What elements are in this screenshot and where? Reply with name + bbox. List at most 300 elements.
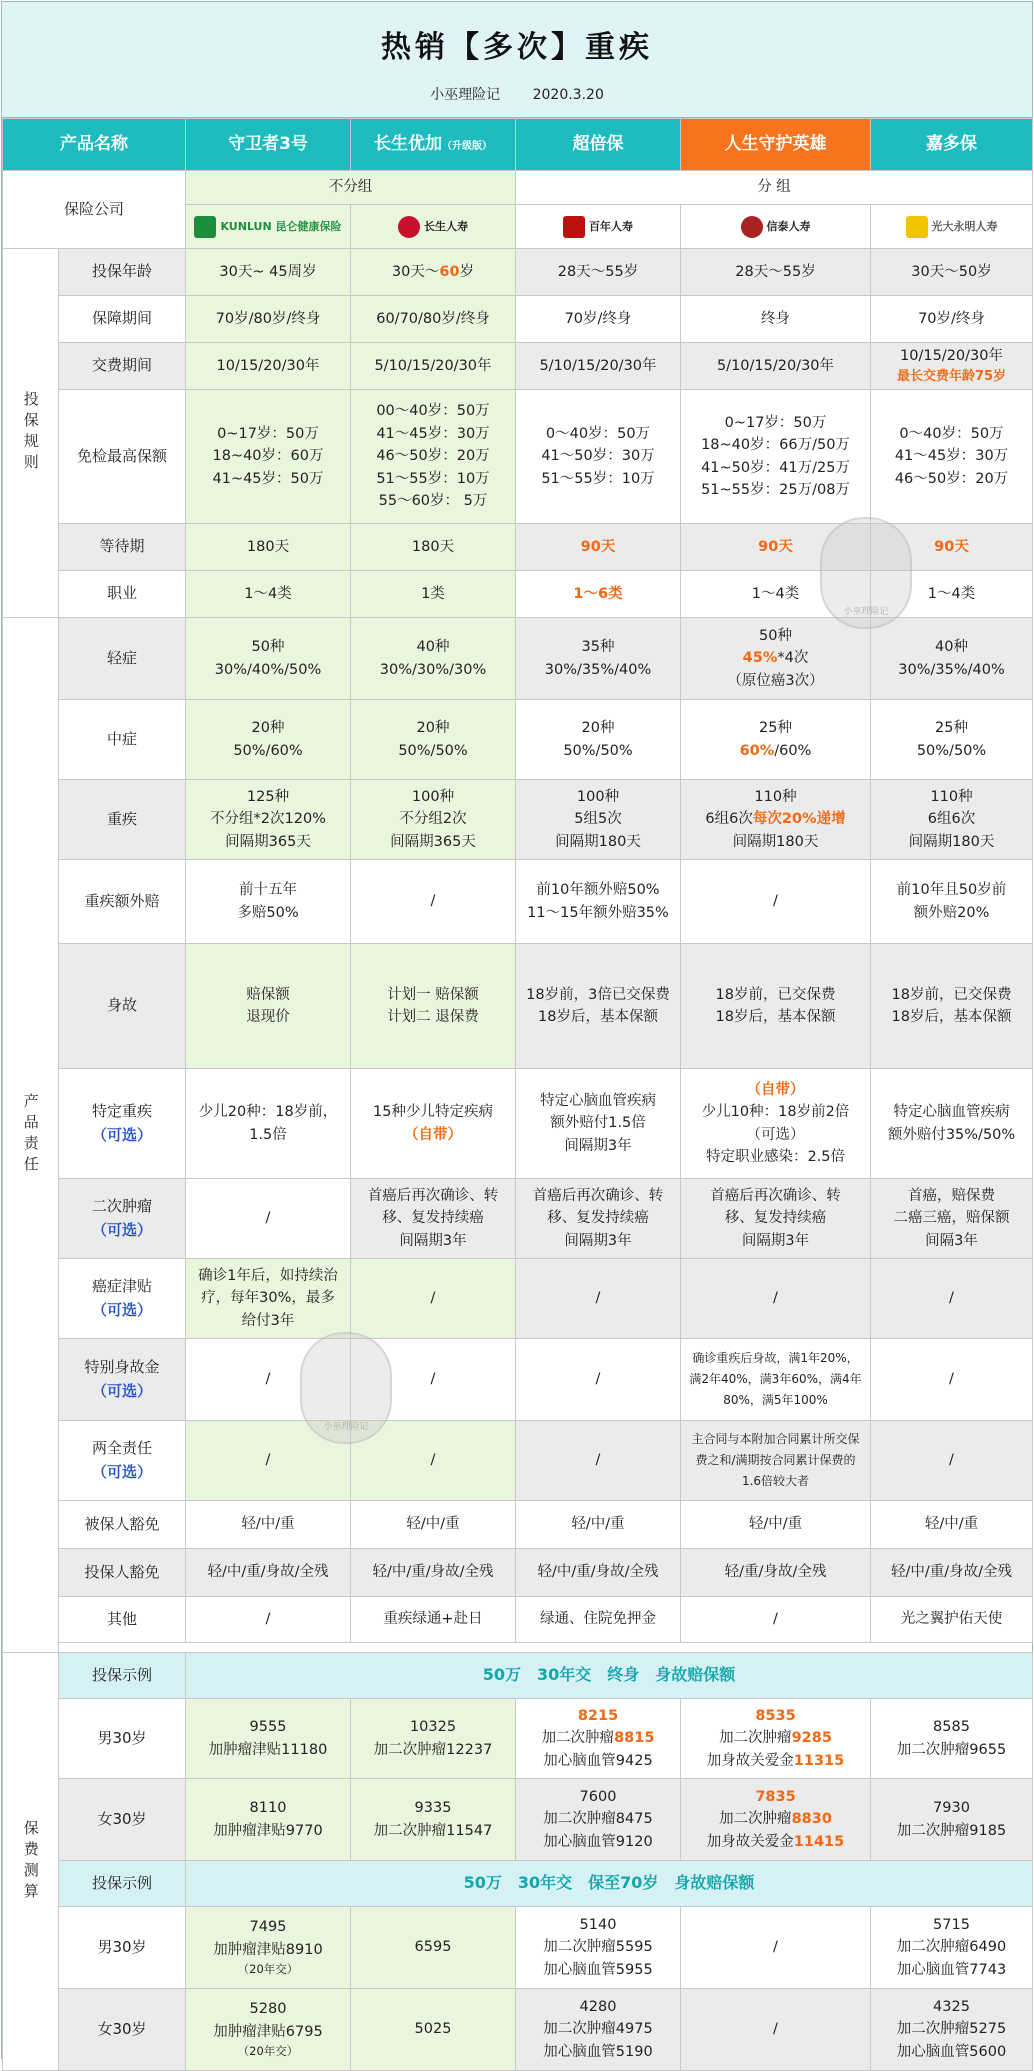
cell: 90天: [516, 524, 681, 571]
cell: /: [351, 1339, 516, 1421]
cell: [516, 618, 681, 700]
cell: 轻/中/重: [351, 1501, 516, 1549]
l: 50种: [759, 627, 792, 644]
cell: [871, 1907, 1033, 1989]
kunlun-logo-icon: [194, 216, 216, 238]
logo-xintai: [681, 205, 871, 249]
l: 加二次肿瘤: [541, 1730, 615, 1747]
cell-part: 30天～: [391, 263, 440, 280]
l: *4次: [777, 650, 809, 667]
l: 加肿瘤津贴9770: [213, 1822, 323, 1839]
l: 30%/30%/30%: [379, 661, 487, 678]
cell: /: [186, 1339, 351, 1421]
cell: 5/10/15/20/30年: [681, 343, 871, 390]
comparison-sheet: [1, 1, 1033, 2059]
l: 退现价: [246, 1009, 290, 1025]
l: 20种: [416, 720, 450, 737]
cell: 轻/中/重: [516, 1501, 681, 1549]
cell: 重疾绿通+赴日: [351, 1597, 516, 1643]
cell: [871, 1179, 1033, 1259]
cell: [351, 390, 516, 524]
l: 计划一 赔保额: [387, 986, 479, 1003]
cell-highlight: 8830: [791, 1811, 832, 1828]
cell: [871, 944, 1033, 1069]
l: 41～50岁：30万: [541, 448, 655, 465]
l: 特定心脑血管疾病: [540, 1092, 656, 1109]
cell: [186, 390, 351, 524]
cell: 1～4类: [186, 571, 351, 618]
l: 加二次肿瘤8475: [543, 1811, 653, 1828]
l: 二癌三癌，赔保额: [893, 1210, 1010, 1227]
cell: 70岁/80岁/终身: [186, 296, 351, 343]
row-label: 男30岁: [59, 1907, 186, 1989]
l: 前十五年: [239, 882, 297, 899]
cell: [871, 343, 1033, 390]
product-changsheng-tag: （升级版）: [442, 141, 492, 153]
row-label: 投保人豁免: [59, 1549, 186, 1597]
l: 125种: [246, 788, 290, 805]
cell: /: [681, 1597, 871, 1643]
row-label: 重疾: [59, 780, 186, 860]
logo-text: 百年人寿: [589, 219, 633, 233]
group-yes: 分 组: [516, 171, 1033, 205]
cell: /: [351, 1259, 516, 1339]
cell: /: [681, 860, 871, 944]
l: 多赔50%: [237, 904, 299, 921]
l: 51～55岁：10万: [376, 470, 490, 487]
l: 确诊1年后，如持续治: [198, 1267, 338, 1284]
row-label: 被保人豁免: [59, 1501, 186, 1549]
date: 2020.3.20: [532, 87, 604, 103]
cell: 70岁/终身: [516, 296, 681, 343]
l: 加肿瘤津贴11180: [208, 1741, 328, 1758]
cell: [681, 700, 871, 780]
l: 100种: [411, 788, 455, 805]
cell: 5025: [351, 1989, 516, 2071]
l: 加二次肿瘤9185: [896, 1822, 1007, 1839]
cell: 30天~ 45周岁: [186, 249, 351, 296]
bainian-logo-icon: [563, 216, 585, 238]
cell: 30天～50岁: [871, 249, 1033, 296]
cell: [351, 780, 516, 860]
l: 7930: [933, 1800, 970, 1817]
product-shouweizhe: 守卫者3号: [186, 119, 351, 171]
l: 110种: [930, 788, 973, 805]
cell: [186, 1989, 351, 2071]
cell: 180天: [351, 524, 516, 571]
l: 间隔期3年: [564, 1137, 632, 1154]
row-label: 保障期间: [59, 296, 186, 343]
l: 4280: [579, 1998, 617, 2015]
l: 移、复发持续癌: [547, 1210, 649, 1227]
l: /60%: [774, 742, 812, 759]
cell: 10/15/20/30年: [186, 343, 351, 390]
cell: /: [351, 1421, 516, 1501]
l: 赔保额: [246, 986, 290, 1003]
l: 加二次肿瘤9655: [896, 1741, 1007, 1758]
guangda-logo-icon: [906, 216, 928, 238]
optional-tag: （可选）: [91, 1381, 152, 1400]
cell: [681, 390, 871, 524]
l: 110种: [754, 788, 797, 805]
cell: [186, 1779, 351, 1861]
l: 0～40岁：50万: [545, 425, 651, 442]
l: 首癌后再次确诊、转: [710, 1187, 841, 1204]
l: 5组5次: [574, 811, 622, 828]
cell-highlight: 45%: [742, 650, 778, 667]
cell: [516, 944, 681, 1069]
logo-guangda: [871, 205, 1033, 249]
l: 20种: [251, 720, 285, 737]
l: 特定重疾: [91, 1102, 152, 1121]
cell: /: [516, 1259, 681, 1339]
l: 46～50岁：20万: [376, 448, 490, 465]
section-text: 投保规则: [21, 391, 40, 475]
cell: [186, 944, 351, 1069]
l: 6组6次: [927, 811, 976, 828]
l: 18岁前，3倍已交保费: [526, 986, 670, 1003]
l: 满2年40%，满3年60%，满4年: [689, 1372, 862, 1386]
cell: 绿通、住院免押金: [516, 1597, 681, 1643]
row-label: 女30岁: [59, 1989, 186, 2071]
product-changsheng-name: 长生优加: [374, 134, 442, 155]
section-rules: [3, 249, 59, 618]
cell: [516, 1779, 681, 1861]
cell: [186, 1907, 351, 1989]
l: 加心脑血管9120: [543, 1833, 653, 1850]
cell: 1～4类: [871, 571, 1033, 618]
cell: 轻/中/重/身故/全残: [351, 1549, 516, 1597]
l: 30%/35%/40%: [544, 661, 652, 678]
cell: 轻/中/重/身故/全残: [516, 1549, 681, 1597]
cell: [186, 860, 351, 944]
logo-changsheng: [351, 205, 516, 249]
cell: [871, 700, 1033, 780]
l: 50%/50%: [563, 742, 633, 759]
l: 加肿瘤津贴8910: [213, 1941, 323, 1958]
l: 首癌后再次确诊、转: [532, 1187, 664, 1204]
l: 不分组2次: [399, 811, 467, 828]
l: 30%/40%/50%: [214, 661, 322, 678]
cell: [681, 1779, 871, 1861]
l: 间隔期3年: [741, 1232, 810, 1249]
l: 1.5倍: [249, 1126, 287, 1143]
cell: 轻/中/重/身故/全残: [186, 1549, 351, 1597]
cell: /: [186, 1421, 351, 1501]
cell: 光之翼护佑天使: [871, 1597, 1033, 1643]
l: 20种: [581, 720, 615, 737]
cell: [516, 1179, 681, 1259]
optional-tag: （可选）: [91, 1220, 152, 1239]
cell-line: 10/15/20/30年: [900, 347, 1003, 364]
row-label: 女30岁: [59, 1779, 186, 1861]
cell: 1～6类: [516, 571, 681, 618]
cell: [351, 944, 516, 1069]
cell-highlight: （自带）: [746, 1081, 805, 1098]
l: 间隔期180天: [555, 833, 641, 850]
l: 18~40岁：66万/50万: [701, 437, 850, 454]
l: 加二次肿瘤: [719, 1730, 792, 1747]
l: 0～40岁：50万: [899, 425, 1004, 442]
l: 特定心脑血管疾病: [893, 1104, 1010, 1121]
cell: 轻/中/重: [871, 1501, 1033, 1549]
group-none: 不分组: [186, 171, 516, 205]
l: 首癌，赔保费: [908, 1187, 995, 1204]
row-label: 轻症: [59, 618, 186, 700]
header-row: [3, 119, 1033, 171]
l: 7495: [249, 1919, 287, 1936]
l: 40种: [416, 639, 450, 656]
cell-highlight: 11415: [793, 1833, 845, 1850]
row-label: 投保示例: [59, 1861, 186, 1907]
l: 50%/60%: [233, 742, 303, 759]
cell: [681, 1699, 871, 1779]
row-label: 投保示例: [59, 1653, 186, 1699]
l: 前10年额外赔50%: [536, 882, 660, 899]
watermark-text: 小巫理险记: [843, 607, 889, 617]
cell: /: [871, 1339, 1033, 1421]
cell: 轻/中/重/身故/全残: [871, 1549, 1033, 1597]
row-label: [59, 1421, 186, 1501]
cell-highlight: 最长交费年龄75岁: [896, 369, 1007, 385]
cell: [681, 780, 871, 860]
row-label: [59, 1179, 186, 1259]
row-label: 职业: [59, 571, 186, 618]
l: 50%/50%: [916, 742, 987, 759]
cell: [516, 390, 681, 524]
cell: [681, 1339, 871, 1421]
product-renshengshouhu: 人生守护英雄: [681, 119, 871, 171]
cell: 28天～55岁: [681, 249, 871, 296]
cell: [871, 390, 1033, 524]
cell: 5/10/15/20/30年: [351, 343, 516, 390]
l: 少儿10种：18岁前2倍: [701, 1104, 850, 1121]
cell: 6595: [351, 1907, 516, 1989]
cell: [871, 618, 1033, 700]
l: 51~55岁：25万/08万: [701, 481, 850, 498]
cell: 60/70/80岁/终身: [351, 296, 516, 343]
row-label: 免检最高保额: [59, 390, 186, 524]
l: 0~17岁：50万: [217, 425, 319, 442]
cell: [871, 860, 1033, 944]
premium-banner: 50万 30年交 终身 身故赔保额: [186, 1653, 1033, 1699]
cell-highlight: （自带）: [404, 1126, 462, 1143]
l: 0~17岁：50万: [724, 414, 827, 431]
l: 间隔期365天: [225, 833, 311, 850]
cell: [351, 1699, 516, 1779]
l: 40种: [935, 639, 968, 656]
l: 加二次肿瘤12237: [373, 1741, 493, 1758]
l: 5280: [249, 2001, 287, 2018]
l: 加二次肿瘤5275: [896, 2021, 1007, 2038]
row-label: 中症: [59, 700, 186, 780]
cell: [871, 1989, 1033, 2071]
l: 18岁前，已交保费: [891, 986, 1012, 1003]
l: 50%/50%: [398, 742, 468, 759]
l: 确诊重疾后身故，满1年20%，: [692, 1351, 859, 1365]
cell: 180天: [186, 524, 351, 571]
row-label: [59, 1339, 186, 1421]
l: 8110: [249, 1800, 287, 1817]
comparison-table: [2, 118, 1033, 2071]
l: 80%，满5年100%: [723, 1393, 828, 1407]
cell: [186, 1259, 351, 1339]
row-label: 其他: [59, 1597, 186, 1643]
cell: 5/10/15/20/30年: [516, 343, 681, 390]
cell: 70岁/终身: [871, 296, 1033, 343]
cell: [351, 249, 516, 296]
author: 小巫理险记: [430, 87, 501, 103]
l: 18岁后，基本保额: [538, 1009, 658, 1025]
l: 移、复发持续癌: [724, 1210, 827, 1227]
l: 18岁后，基本保额: [891, 1009, 1012, 1025]
cell: 轻/中/重: [186, 1501, 351, 1549]
l: 41～45岁：30万: [376, 425, 490, 442]
l: 41~45岁：50万: [212, 470, 324, 487]
cell-highlight: 60: [439, 263, 460, 280]
l: 给付3年: [241, 1312, 295, 1329]
product-jiaduobao: 嘉多保: [871, 119, 1033, 171]
l: 50种: [251, 639, 285, 656]
l: 51～55岁：10万: [541, 470, 655, 487]
l: 间隔3年: [925, 1232, 978, 1249]
l: 加二次肿瘤5595: [543, 1939, 653, 1956]
logo-bainian: [516, 205, 681, 249]
l: 不分组*2次120%: [210, 811, 326, 828]
cell-part: 岁: [459, 263, 475, 280]
l: 9555: [249, 1719, 287, 1736]
l: 35种: [581, 639, 615, 656]
l: 11～15年额外赔35%: [527, 904, 669, 921]
cell: [681, 944, 871, 1069]
l: （可选）: [746, 1126, 805, 1143]
l: 10325: [409, 1719, 457, 1736]
cell: [351, 1069, 516, 1179]
cell-highlight: 7835: [755, 1788, 796, 1805]
cell: 90天: [681, 524, 871, 571]
row-label: 等待期: [59, 524, 186, 571]
cell: [351, 700, 516, 780]
l: 加心脑血管7743: [896, 1961, 1007, 1978]
cell: /: [516, 1421, 681, 1501]
xintai-logo-icon: [741, 216, 763, 238]
watermark-badge: [820, 517, 912, 629]
logo-text: KUNLUN 昆仑健康保险: [220, 219, 342, 233]
cell: [871, 1699, 1033, 1779]
l: 间隔期180天: [732, 833, 819, 850]
watermark-text: 小巫理险记: [323, 1422, 369, 1432]
l: 间隔期180天: [908, 833, 995, 850]
l: 25种: [759, 720, 792, 737]
l: 7600: [579, 1788, 617, 1805]
cell: 轻/重/身故/全残: [681, 1549, 871, 1597]
l: 4325: [933, 1998, 970, 2015]
cell: [186, 1069, 351, 1179]
cell: 1类: [351, 571, 516, 618]
l: 加心脑血管9425: [543, 1752, 653, 1769]
cell: [516, 1699, 681, 1779]
l: 前10年且50岁前: [896, 882, 1007, 899]
product-chaobeibao: 超倍保: [516, 119, 681, 171]
l: （原位癌3次）: [727, 672, 824, 689]
cell: [681, 1421, 871, 1501]
l: 41～45岁：30万: [894, 448, 1009, 465]
l: 46～50岁：20万: [894, 470, 1009, 487]
row-label: [59, 1069, 186, 1179]
title-area: [2, 2, 1032, 118]
cell-highlight: 8215: [577, 1707, 619, 1724]
l: 主合同与本附加合同累计所交保: [691, 1432, 860, 1446]
cell-highlight: 60%: [739, 742, 775, 759]
logo-text: 光大永明人寿: [931, 219, 998, 233]
cell: [871, 1069, 1033, 1179]
changsheng-logo-icon: [398, 216, 420, 238]
logo-text: 长生人寿: [424, 219, 468, 233]
row-label: 身故: [59, 944, 186, 1069]
l: 额外赔付35%/50%: [887, 1126, 1016, 1143]
cell: [516, 700, 681, 780]
l: 两全责任: [91, 1439, 152, 1458]
l: 特定职业感染：2.5倍: [705, 1148, 846, 1165]
l: 费之和/满期按合同累计保费的: [695, 1453, 856, 1467]
cell: [351, 618, 516, 700]
cell: [516, 780, 681, 860]
l: （20年交）: [237, 2044, 299, 2059]
l: 18岁后，基本保额: [715, 1009, 836, 1025]
l: 间隔期365天: [390, 833, 476, 850]
l: 9335: [414, 1800, 452, 1817]
l: 加心脑血管5955: [543, 1961, 653, 1978]
cell: /: [871, 1259, 1033, 1339]
l: 二次肿瘤: [91, 1197, 152, 1216]
cell: /: [681, 1907, 871, 1989]
l: 特别身故金: [84, 1358, 160, 1377]
row-label: [59, 1259, 186, 1339]
l: 加肿瘤津贴6795: [213, 2023, 323, 2040]
cell: [186, 618, 351, 700]
cell: /: [186, 1597, 351, 1643]
section-premium: [3, 1653, 59, 2071]
l: 额外赔付1.5倍: [550, 1115, 646, 1132]
l: 55～60岁： 5万: [378, 493, 488, 510]
cell: 轻/中/重: [681, 1501, 871, 1549]
cell: /: [871, 1421, 1033, 1501]
page-title: 热销【多次】重疾: [381, 30, 653, 65]
l: 加身故关爱金: [706, 1752, 794, 1769]
l: 25种: [935, 720, 968, 737]
cell: /: [681, 1989, 871, 2071]
cell-highlight: 8815: [614, 1730, 655, 1747]
row-label: 重疾额外赔: [59, 860, 186, 944]
cell-highlight: 8535: [755, 1707, 796, 1724]
l: 疗，每年30%，最多: [201, 1290, 335, 1307]
l: 间隔期3年: [564, 1232, 632, 1249]
cell: 终身: [681, 296, 871, 343]
l: 5140: [579, 1916, 617, 1933]
l: 41~50岁：41万/25万: [701, 459, 850, 476]
cell: [681, 1069, 871, 1179]
cell: [516, 1069, 681, 1179]
l: 00～40岁：50万: [376, 403, 490, 420]
logo-kunlun: [186, 205, 351, 249]
l: 加二次肿瘤11547: [373, 1822, 493, 1839]
cell: [186, 700, 351, 780]
l: 加心脑血管5600: [896, 2043, 1007, 2060]
product-changsheng: [351, 119, 516, 171]
cell: [516, 860, 681, 944]
l: 计划二 退保费: [387, 1009, 479, 1025]
subtitle: [2, 84, 1032, 104]
